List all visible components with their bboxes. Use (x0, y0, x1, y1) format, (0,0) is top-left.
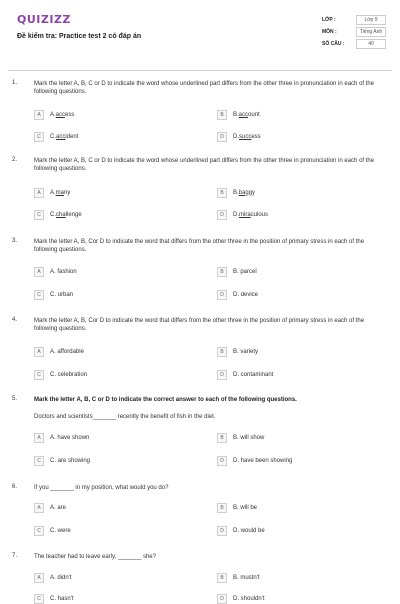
option-c[interactable]: C C. urban (34, 290, 73, 300)
question-text: Mark the letter A, B, Cor D to indicate the word that differs from the other three in the position of primary stress in each of the following questions. (34, 318, 365, 332)
question-text: Mark the letter A, B, C or D to indicate the correct answer to each of the following questions. (34, 397, 297, 403)
underlined-part: succ (239, 134, 252, 140)
option-b[interactable]: B B. will show (217, 433, 264, 443)
underlined-part: ba (238, 190, 246, 196)
option-b[interactable]: B B. ba ggy (217, 188, 255, 198)
option-letter: C (34, 132, 44, 142)
question-number: 2. (12, 157, 18, 163)
underlined-part: acc (56, 134, 66, 140)
option-a[interactable]: A A. ma ny (34, 188, 70, 198)
option-letter: B (217, 433, 227, 443)
option-b[interactable]: B B. acc ount (217, 110, 260, 120)
option-letter: A (34, 433, 44, 443)
option-letter: D (217, 370, 227, 380)
underlined-part: acc (238, 112, 249, 118)
option-letter: A (34, 347, 44, 357)
option-letter: C (34, 370, 44, 380)
option-d[interactable]: D D. contaminant (217, 370, 273, 380)
option-a[interactable]: A A. didn't (34, 573, 72, 583)
option-c[interactable]: C C. hasn't (34, 594, 74, 604)
header-divider (8, 70, 392, 71)
option-letter: B (217, 267, 227, 277)
question-text: If you _______ in my position, what would you do? (34, 485, 169, 491)
header (0, 0, 400, 70)
option-b[interactable]: B B. will be (217, 503, 257, 513)
option-letter: A (34, 110, 44, 120)
question-text: Mark the letter A, B, C or D to indicate the word whose underlined part differs from the other three in pronunciation in each of the following questions. (34, 81, 375, 95)
option-d[interactable]: D D. mira culous (217, 210, 268, 220)
question-number: 6. (12, 484, 18, 490)
option-letter: B (217, 573, 227, 583)
count-label: SỐ CÂU : (322, 41, 345, 47)
option-letter: C (34, 594, 44, 604)
subject-label: MÔN : (322, 29, 337, 35)
option-c[interactable]: C C. celebration (34, 370, 87, 380)
option-a[interactable]: A A. fashion (34, 267, 77, 277)
option-d[interactable]: D D. would be (217, 526, 265, 536)
option-letter: D (217, 456, 227, 466)
underlined-part: acc (55, 112, 66, 118)
count-value: 40 (356, 39, 386, 49)
option-letter: D (217, 526, 227, 536)
option-letter: C (34, 210, 44, 220)
option-letter: B (217, 188, 227, 198)
option-a[interactable]: A A. affordable (34, 347, 84, 357)
option-letter: B (217, 347, 227, 357)
option-d[interactable]: D D. device (217, 290, 258, 300)
option-letter: D (217, 210, 227, 220)
grade-value: Lớp 9 (356, 15, 386, 25)
option-a[interactable]: A A. acc ess (34, 110, 74, 120)
option-a[interactable]: A A. are (34, 503, 66, 513)
option-letter: B (217, 503, 227, 513)
underlined-part: mira (239, 212, 251, 218)
question-number: 3. (12, 238, 18, 244)
option-d[interactable]: D D. have been showing (217, 456, 292, 466)
option-d[interactable]: D D. shouldn't (217, 594, 265, 604)
grade-label: LỚP : (322, 17, 336, 23)
option-letter: C (34, 290, 44, 300)
question-sentence: Doctors and scientists_______ recently the benefit of fish in the diet. (34, 414, 216, 420)
option-letter: C (34, 456, 44, 466)
page-title: Đề kiểm tra: Practice test 2 có đáp án (17, 33, 142, 40)
option-letter: D (217, 290, 227, 300)
option-letter: C (34, 526, 44, 536)
meta-box (322, 14, 386, 50)
option-b[interactable]: B B. mustn't (217, 573, 260, 583)
question-text: The teacher had to leave early, _______ she? (34, 554, 156, 560)
subject-value: Tiếng Anh (356, 27, 386, 37)
option-a[interactable]: A A. have shown (34, 433, 89, 443)
option-letter: D (217, 132, 227, 142)
option-c[interactable]: C C. were (34, 526, 71, 536)
question-number: 4. (12, 317, 18, 323)
option-letter: D (217, 594, 227, 604)
question-text: Mark the letter A, B, C or D to indicate the word whose underlined part differs from the other three in pronunciation in each of the following questions. (34, 158, 375, 172)
option-c[interactable]: C C. are showing (34, 456, 90, 466)
question-number: 1. (12, 80, 18, 86)
option-b[interactable]: B B. parcel (217, 267, 257, 277)
option-d[interactable]: D D. succ ess (217, 132, 261, 142)
option-letter: A (34, 503, 44, 513)
option-letter: B (217, 110, 227, 120)
question-text: Mark the letter A, B, Cor D to indicate the word that differs from the other three in the position of primary stress in each of the following questions. (34, 239, 365, 253)
question-number: 5. (12, 396, 18, 402)
option-letter: A (34, 267, 44, 277)
brand-logo[interactable]: QUIZIZZ (17, 13, 71, 26)
option-c[interactable]: C C. acc ident (34, 132, 78, 142)
option-b[interactable]: B B. variety (217, 347, 258, 357)
option-c[interactable]: C C. cha llenge (34, 210, 82, 220)
option-letter: A (34, 188, 44, 198)
question-number: 7. (12, 553, 18, 559)
underlined-part: ma (55, 190, 65, 196)
option-letter: A (34, 573, 44, 583)
underlined-part: cha (56, 212, 66, 218)
